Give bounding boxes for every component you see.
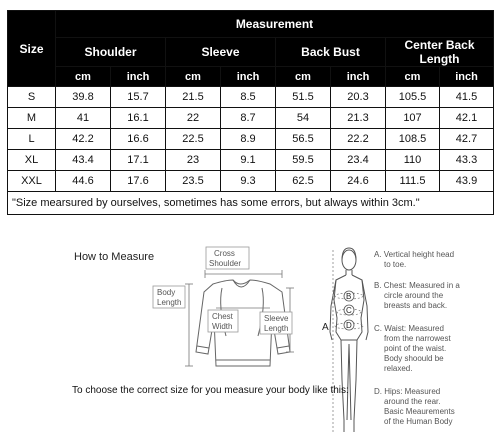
value-cell: 23.4 <box>331 150 386 171</box>
measurement-note: "Size mearsured by ourselves, sometimes has some errors, but always within 3cm." <box>8 192 494 215</box>
note-b-line: breasts and back. <box>384 301 448 310</box>
note-c-line: from the narrowest <box>384 334 451 343</box>
value-cell: 21.5 <box>166 87 221 108</box>
value-cell: 22 <box>166 108 221 129</box>
body-length-label: Body <box>157 288 176 297</box>
column-header-shoulder: Shoulder <box>56 38 166 67</box>
measurement-diagram <box>0 240 500 439</box>
how-to-measure-section <box>0 240 500 439</box>
table-row <box>8 171 494 192</box>
value-cell: 8.7 <box>221 108 276 129</box>
note-d-line: around the rear. <box>384 397 441 406</box>
column-header-center-back-length: Center Back Length <box>386 38 494 67</box>
value-cell: 42.2 <box>56 129 111 150</box>
size-chart-table <box>7 10 494 215</box>
column-header-back-bust: Back Bust <box>276 38 386 67</box>
value-cell: 51.5 <box>276 87 331 108</box>
choose-size-instruction: To choose the correct size for you measure your body like this: <box>72 385 349 396</box>
size-cell: L <box>8 129 56 150</box>
cross-shoulder-label: Cross <box>214 249 235 258</box>
chest-width-label: Chest <box>212 312 233 321</box>
human-body-illustration <box>330 248 368 432</box>
body-marker-d: D <box>346 321 352 330</box>
value-cell: 41.5 <box>440 87 494 108</box>
size-cell: S <box>8 87 56 108</box>
chest-width-label: Width <box>212 322 233 331</box>
note-a-line: to toe. <box>384 260 407 269</box>
body-measure-lines <box>333 250 363 434</box>
value-cell: 107 <box>386 108 440 129</box>
note-a-line: A. Vertical height head <box>374 250 455 259</box>
note-b-line: circle around the <box>384 291 444 300</box>
note-d-line: D. Hips: Measured <box>374 387 441 396</box>
size-cell: XL <box>8 150 56 171</box>
sleeve-length-label: Sleeve <box>264 314 289 323</box>
table-row <box>8 129 494 150</box>
value-cell: 42.7 <box>440 129 494 150</box>
size-header: Size <box>8 11 56 87</box>
value-cell: 17.1 <box>111 150 166 171</box>
note-b-line: B. Chest: Measured in a <box>374 281 460 290</box>
value-cell: 22.2 <box>331 129 386 150</box>
note-c-line: relaxed. <box>384 364 413 373</box>
size-cell: XXL <box>8 171 56 192</box>
value-cell: 8.9 <box>221 129 276 150</box>
value-cell: 42.1 <box>440 108 494 129</box>
value-cell: 17.6 <box>111 171 166 192</box>
value-cell: 59.5 <box>276 150 331 171</box>
value-cell: 54 <box>276 108 331 129</box>
value-cell: 9.1 <box>221 150 276 171</box>
column-header-sleeve: Sleeve <box>166 38 276 67</box>
body-marker-c: C <box>346 306 352 315</box>
value-cell: 44.6 <box>56 171 111 192</box>
value-cell: 111.5 <box>386 171 440 192</box>
value-cell: 62.5 <box>276 171 331 192</box>
body-length-label: Length <box>157 298 182 307</box>
value-cell: 105.5 <box>386 87 440 108</box>
note-d-line: Basic Meaurements <box>384 407 455 416</box>
value-cell: 16.1 <box>111 108 166 129</box>
value-cell: 108.5 <box>386 129 440 150</box>
value-cell: 110 <box>386 150 440 171</box>
unit-header-inch: inch <box>221 67 276 87</box>
value-cell: 8.5 <box>221 87 276 108</box>
value-cell: 41 <box>56 108 111 129</box>
unit-header-inch: inch <box>440 67 494 87</box>
value-cell: 20.3 <box>331 87 386 108</box>
unit-header-cm: cm <box>276 67 331 87</box>
note-c-line: Body shoould be <box>384 354 444 363</box>
value-cell: 24.6 <box>331 171 386 192</box>
note-c-line: point of the waist. <box>384 344 447 353</box>
value-cell: 9.3 <box>221 171 276 192</box>
value-cell: 23.5 <box>166 171 221 192</box>
body-marker-a: A <box>322 322 329 333</box>
cross-shoulder-label: Shoulder <box>209 259 242 268</box>
note-c-line: C. Waist: Measured <box>374 324 444 333</box>
note-d-line: of the Human Body <box>384 417 453 426</box>
value-cell: 22.5 <box>166 129 221 150</box>
how-to-measure-title: How to Measure <box>74 251 155 263</box>
unit-header-cm: cm <box>166 67 221 87</box>
unit-header-cm: cm <box>56 67 111 87</box>
sleeve-length-label: Length <box>264 324 289 333</box>
unit-header-inch: inch <box>111 67 166 87</box>
unit-header-inch: inch <box>331 67 386 87</box>
table-row <box>8 108 494 129</box>
measurement-header: Measurement <box>56 11 494 38</box>
body-marker-b: B <box>346 292 352 301</box>
value-cell: 56.5 <box>276 129 331 150</box>
table-row <box>8 150 494 171</box>
unit-header-cm: cm <box>386 67 440 87</box>
size-cell: M <box>8 108 56 129</box>
table-row <box>8 87 494 108</box>
value-cell: 15.7 <box>111 87 166 108</box>
measurement-notes <box>374 250 460 426</box>
value-cell: 23 <box>166 150 221 171</box>
value-cell: 21.3 <box>331 108 386 129</box>
value-cell: 16.6 <box>111 129 166 150</box>
value-cell: 39.8 <box>56 87 111 108</box>
value-cell: 43.9 <box>440 171 494 192</box>
value-cell: 43.3 <box>440 150 494 171</box>
value-cell: 43.4 <box>56 150 111 171</box>
